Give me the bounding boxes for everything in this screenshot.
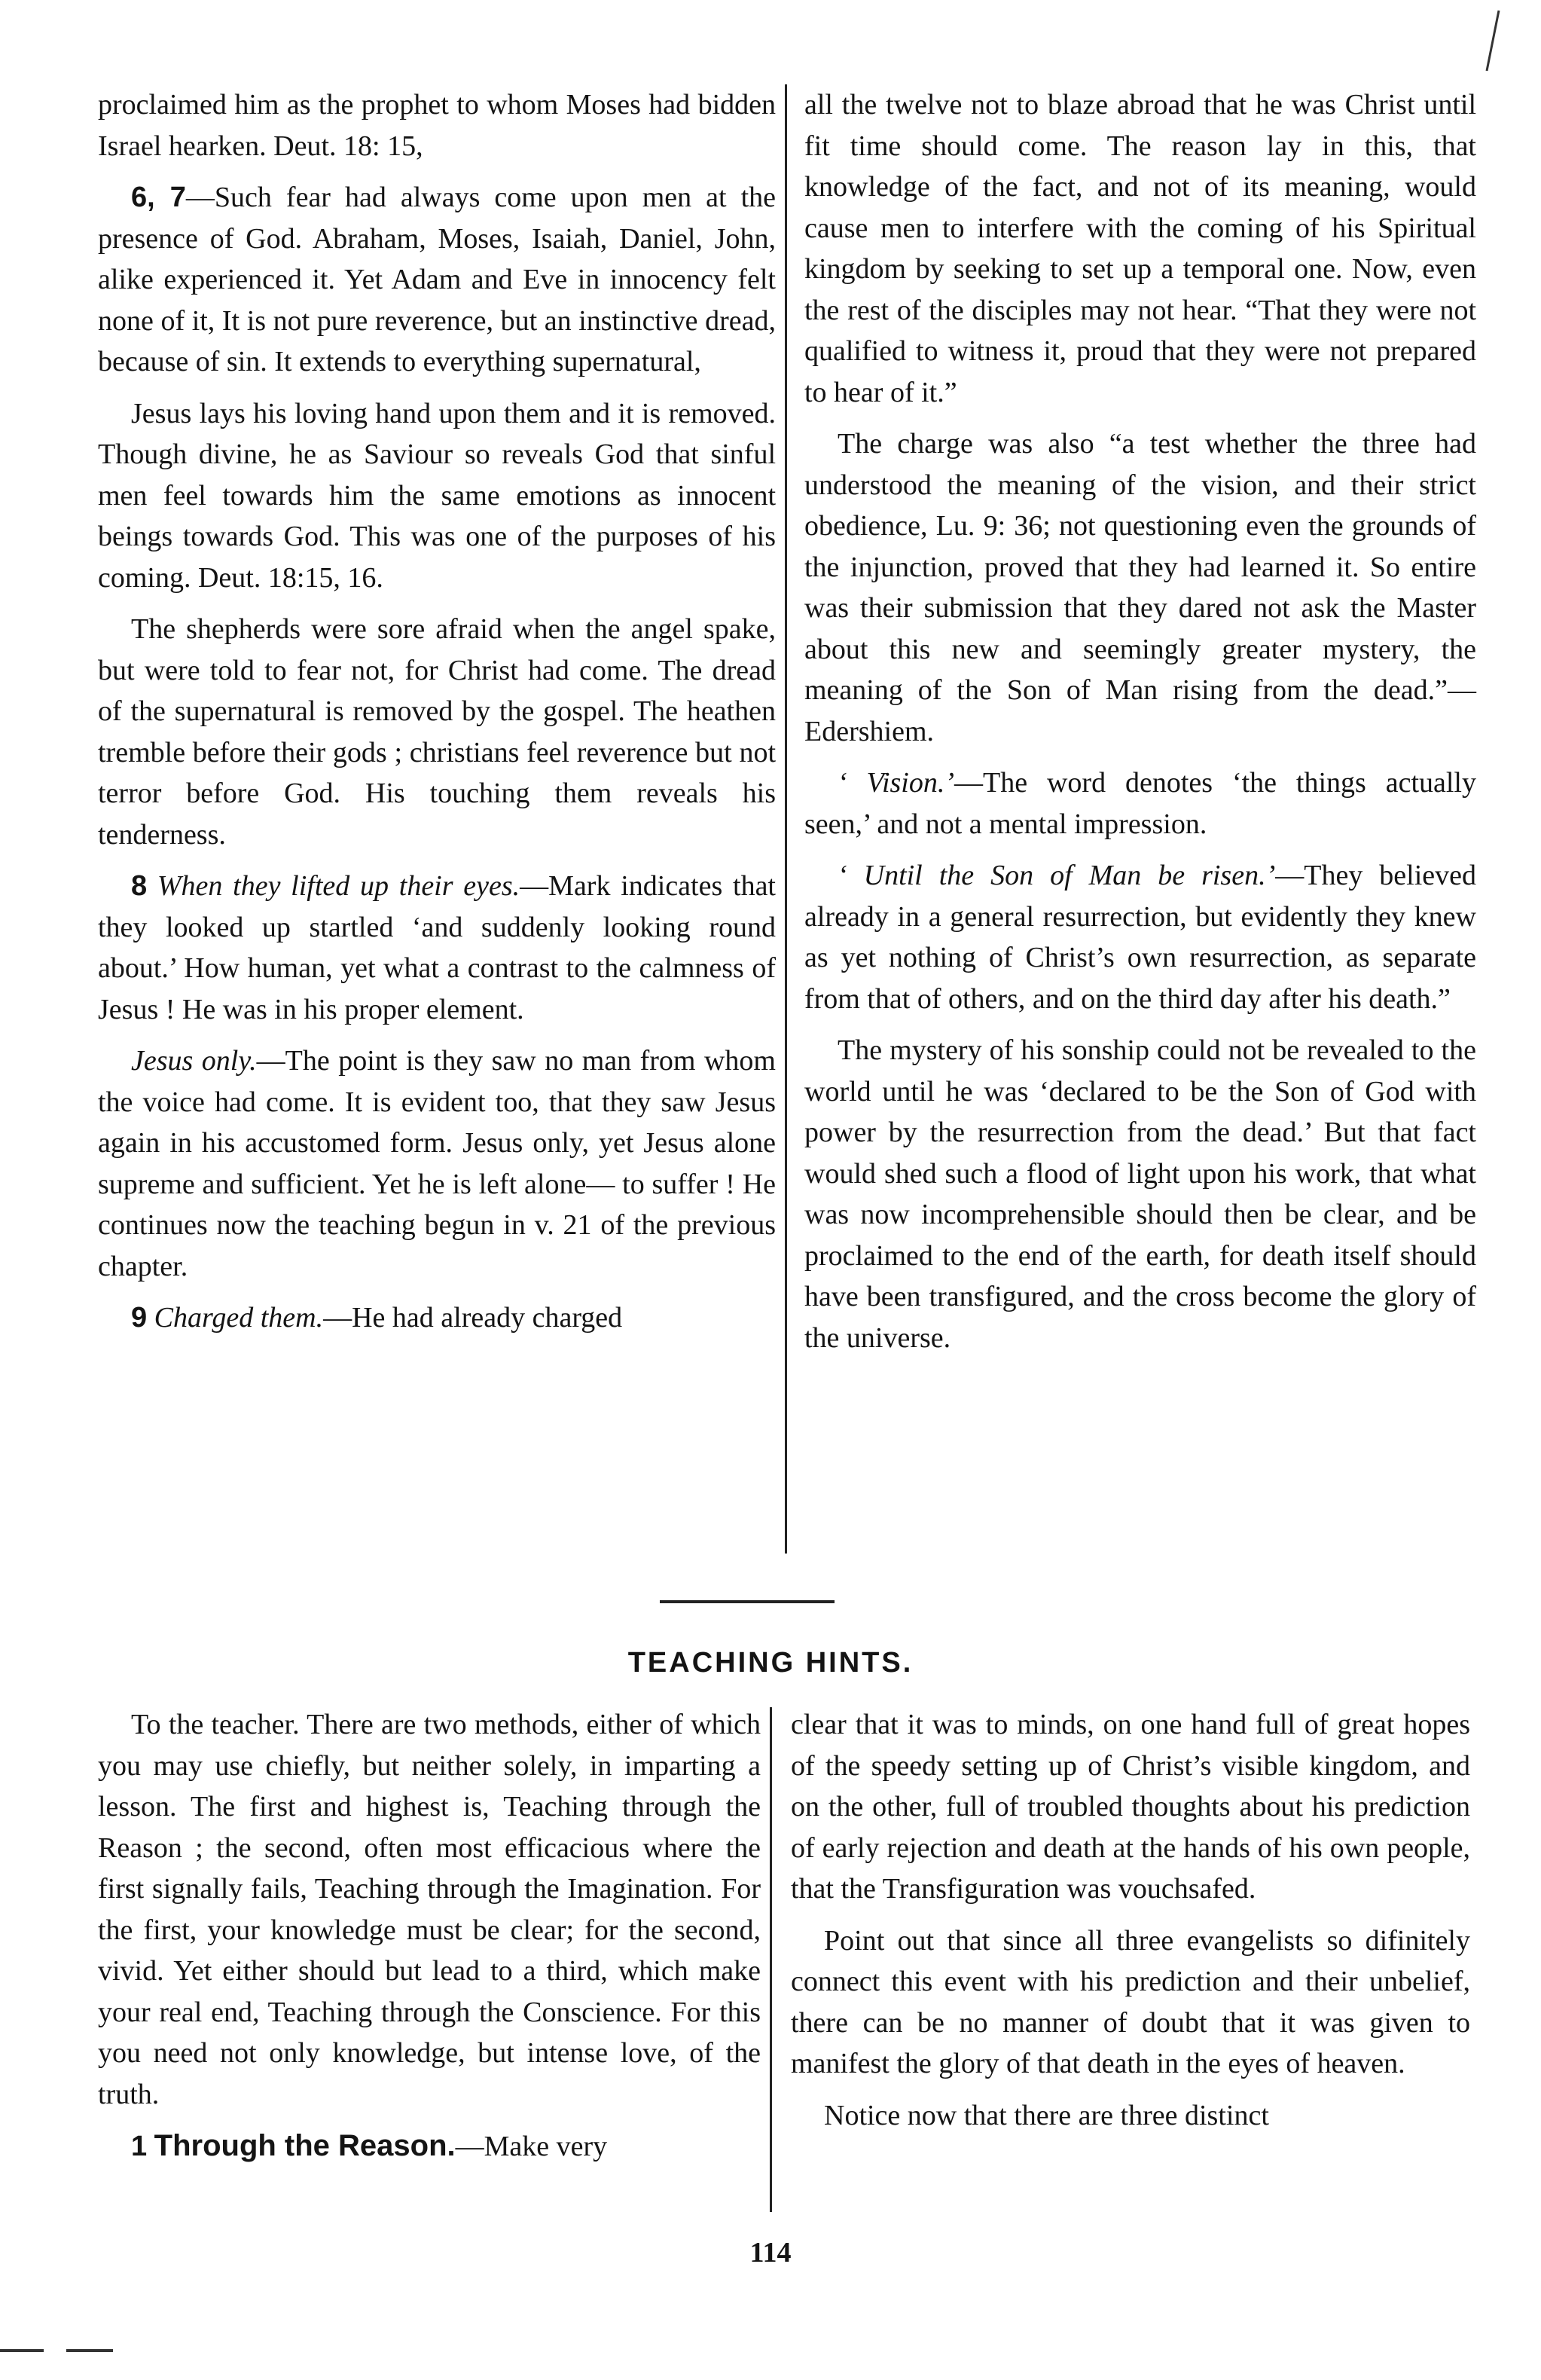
lead-phrase: Charged them. bbox=[154, 1302, 324, 1334]
paragraph bbox=[791, 1920, 1470, 2085]
paragraph-text: —Mark indicates that they looked up startled ‘and suddenly looking round about.’ How human, yet what a contrast to the calmness of Jesus ! He was in his proper element. bbox=[98, 870, 776, 1025]
paragraph-text: To the teacher. There are two methods, either of which you may use chiefly, but neither solely, in imparting a lesson. The first and highest is, Teaching through the Reason ; the second, often most efficacious where the first signally fails, Teaching through the Imagination. For the first, your knowledge must be clear; for the second, vivid. Yet either should but lead to a third, which make your real end, Teaching through the Conscience. For this you need not only knowledge, but intense love, of the truth. bbox=[98, 1709, 761, 2110]
lead-phrase: Jesus only. bbox=[131, 1045, 257, 1077]
paragraph bbox=[98, 177, 776, 383]
column-bottom-right bbox=[791, 1704, 1470, 2146]
paragraph bbox=[98, 84, 776, 167]
paragraph-text: clear that it was to minds, on one hand full of great hopes of the speedy setting up of Christ’s visible kingdom, and on the other, full of troubled thoughts about his prediction of early rejection and death at the hands of his own people, that the Transfiguration was vouchsafed. bbox=[791, 1709, 1470, 1905]
paragraph bbox=[98, 609, 776, 855]
paragraph-text: —He had already charged bbox=[323, 1302, 623, 1334]
subheading: Through the Reason. bbox=[154, 2129, 456, 2162]
verse-number: 1 bbox=[131, 2131, 148, 2162]
section-heading: TEACHING HINTS. bbox=[627, 1647, 914, 1679]
paragraph-text: Notice now that there are three distinct bbox=[824, 2099, 1269, 2131]
paragraph bbox=[804, 762, 1476, 845]
paragraph-text: The mystery of his sonship could not be revealed to the world until he was ‘declared to be the Son of God with power by the resurrection from the dead.’ But that fact would shed such a flood of light upon his work, that what was now incomprehensible should then be clear, and be proclaimed to the end of the earth, for death itself should have been transfigured, and the cross become the glory of the universe. bbox=[804, 1034, 1476, 1354]
paragraph bbox=[804, 1030, 1476, 1358]
paragraph bbox=[98, 2125, 761, 2168]
paragraph bbox=[804, 423, 1476, 752]
column-bottom-left bbox=[98, 1704, 761, 2178]
paragraph-text: proclaimed him as the prophet to whom Moses had bidden Israel hearken. Deut. 18: 15, bbox=[98, 89, 776, 162]
paragraph-text: —They believed already in a general resurrection, but evidently they knew as yet nothing of Christ’s own resurrection, as separate from that of others, and on the third day after his death.” bbox=[804, 860, 1476, 1015]
paragraph bbox=[98, 393, 776, 599]
paragraph bbox=[98, 1040, 776, 1287]
verse-number: 6, 7 bbox=[131, 182, 186, 213]
paragraph-text: —The word denotes ‘the things actually seen,’ and not a mental impression. bbox=[804, 767, 1476, 840]
column-top-right bbox=[804, 84, 1476, 1369]
paragraph bbox=[98, 866, 776, 1030]
margin-slash-mark bbox=[1476, 8, 1506, 75]
page-number: 114 bbox=[749, 2237, 792, 2268]
paragraph-text: —Make very bbox=[455, 2131, 608, 2162]
verse-number: 9 bbox=[131, 1302, 148, 1334]
paragraph-text: The shepherds were sore afraid when the angel spake, but were told to fear not, for Christ had come. The dread of the supernatural is removed by the gospel. The heathen tremble before their gods ; christians feel reverence but not terror before God. His touching them reveals his tenderness. bbox=[98, 613, 776, 851]
column-divider-bottom bbox=[770, 1707, 772, 2212]
paragraph-text: Jesus lays his loving hand upon them and it is removed. Though divine, he as Saviour so reveals God that sinful men feel towards him the same emotions as innocent beings towards God. This was one of the purposes of his coming. Deut. 18:15, 16. bbox=[98, 397, 776, 594]
lead-phrase: When they lifted up their eyes. bbox=[157, 870, 520, 902]
verse-number: 8 bbox=[131, 870, 148, 902]
paragraph bbox=[791, 2095, 1470, 2137]
paragraph-text: Point out that since all three evangelists so difinitely connect this event with his prediction and their unbelief, there can be no manner of doubt that it was given to manifest the glory of that death in the eyes of heaven. bbox=[791, 1924, 1470, 2079]
column-top-left bbox=[98, 84, 776, 1349]
paragraph-text: —The point is they saw no man from whom the voice had come. It is evident too, that they saw Jesus again in his accustomed form. Jesus only, yet Jesus alone supreme and sufficient. Yet he is left alone— to suffer ! He continues now the teaching begun in v. 21 of the previous chapter. bbox=[98, 1045, 776, 1282]
paragraph-text: —Such fear had always come upon men at the presence of God. Abraham, Moses, Isaiah, Daniel, John, alike experienced it. Yet Adam and Eve in innocency felt none of it, It is not pure reverence, but an instinctive dread, because of sin. It extends to everything supernatural, bbox=[98, 182, 776, 377]
paragraph bbox=[804, 84, 1476, 413]
paragraph bbox=[804, 855, 1476, 1019]
lead-phrase: ‘ Vision.’ bbox=[838, 767, 954, 799]
lead-phrase: ‘ Until the Son of Man be risen.’ bbox=[838, 860, 1276, 891]
paragraph-text: The charge was also “a test whether the three had understood the meaning of the vision, and their strict obedience, Lu. 9: 36; not questioning even the grounds of the injunction, proved that they had learned it. So entire was their submission that they dared not ask the Master about this new and seemingly greater mystery, the meaning of the Son of Man rising from the dead.”—Edershiem. bbox=[804, 428, 1476, 747]
paragraph bbox=[98, 1704, 761, 2115]
footer-dash-mark bbox=[0, 2343, 121, 2358]
column-divider-top bbox=[785, 84, 787, 1554]
paragraph bbox=[98, 1297, 776, 1339]
section-rule bbox=[660, 1600, 835, 1603]
paragraph bbox=[791, 1704, 1470, 1910]
paragraph-text: all the twelve not to blaze abroad that he was Christ until fit time should come. The reason lay in this, that knowledge of the fact, and not of its meaning, would cause men to interfere with the coming of his Spiritual kingdom by seeking to set up a temporal one. Now, even the rest of the disciples may not hear. “That they were not qualified to witness it, proud that they were not prepared to hear of it.” bbox=[804, 89, 1476, 408]
